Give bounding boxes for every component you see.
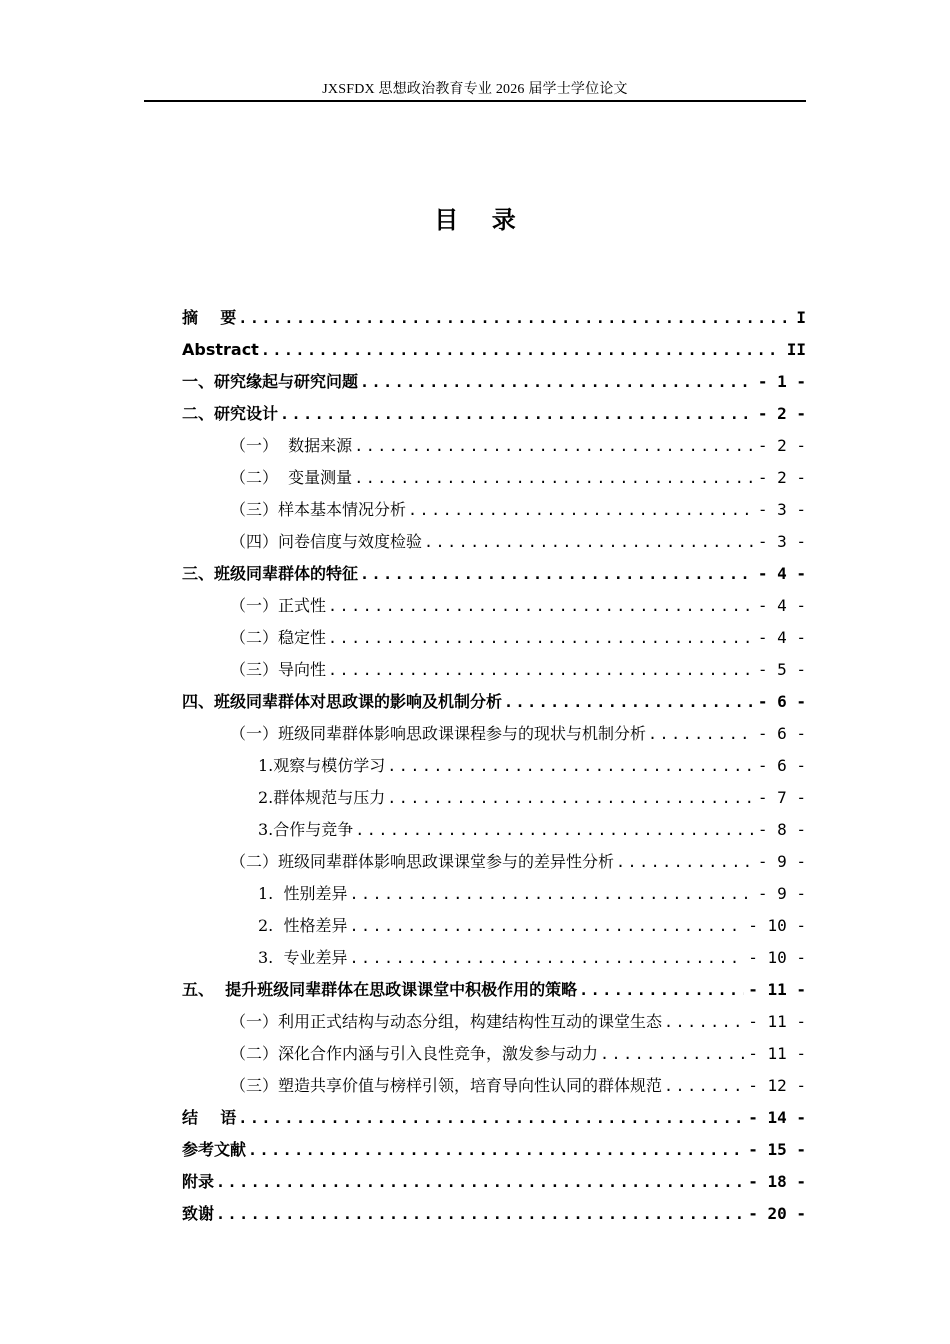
toc-entry[interactable] (182, 622, 806, 654)
toc-entry[interactable] (182, 526, 806, 558)
toc-entry-page-number: - 6 - (757, 724, 806, 743)
toc-dot-leader (354, 462, 754, 494)
toc-entry[interactable] (182, 1198, 806, 1230)
toc-entry[interactable] (182, 1102, 806, 1134)
running-header: JXSFDX 思想政治教育专业 2026 届学士学位论文 (322, 82, 628, 97)
toc-entry-page-number: - 1 - (757, 372, 806, 391)
toc-entry[interactable] (182, 910, 806, 942)
toc-entry[interactable] (182, 686, 806, 718)
toc-entry-label: 二、研究设计 (182, 404, 279, 423)
toc-entry-page-number: - 5 - (757, 660, 806, 679)
toc-dot-leader (349, 942, 744, 974)
toc-entry-page-number: - 14 - (748, 1108, 806, 1127)
toc-entry-page-number: - 3 - (757, 532, 806, 551)
toc-entry[interactable] (182, 398, 806, 430)
header-rule (144, 100, 806, 102)
toc-dot-leader (360, 366, 754, 398)
toc-dot-leader (248, 1134, 744, 1166)
toc-entry-label: （四）问卷信度与效度检验 (230, 532, 423, 551)
toc-entry-page-number: - 12 - (748, 1076, 806, 1095)
toc-dot-leader (664, 1006, 744, 1038)
toc-entry[interactable] (182, 814, 806, 846)
toc-dot-leader (349, 910, 744, 942)
toc-entry-page-number: - 8 - (757, 820, 806, 839)
toc-entry[interactable] (182, 942, 806, 974)
toc-entry[interactable] (182, 1070, 806, 1102)
toc-dot-leader (648, 718, 754, 750)
toc-entry-label: （二）稳定性 (230, 628, 327, 647)
toc-entry[interactable] (182, 302, 806, 334)
toc-entry-label: （二）深化合作内涵与引入良性竞争，激发参与动力 (230, 1044, 599, 1063)
toc-entry[interactable] (182, 558, 806, 590)
toc-entry[interactable] (182, 590, 806, 622)
toc-entry-label: 2.群体规范与压力 (258, 788, 386, 807)
toc-entry-label: Abstract (182, 340, 259, 359)
toc-entry-page-number: - 4 - (757, 564, 806, 583)
toc-dot-leader (579, 974, 744, 1006)
toc-entry-page-number: - 6 - (757, 692, 806, 711)
toc-dot-leader (238, 1102, 744, 1134)
toc-entry-label: （三）导向性 (230, 660, 327, 679)
toc-entry-page-number: - 10 - (748, 948, 806, 967)
toc-entry-label: 结 语 (182, 1108, 237, 1127)
toc-dot-leader (664, 1070, 744, 1102)
toc-entry-label: 四、班级同辈群体对思政课的影响及机制分析 (182, 692, 503, 711)
toc-entry-label: 三、班级同辈群体的特征 (182, 564, 359, 583)
toc-dot-leader (328, 654, 754, 686)
toc-entry[interactable] (182, 1006, 806, 1038)
toc-entry[interactable] (182, 718, 806, 750)
toc-entry-page-number: - 2 - (757, 468, 806, 487)
toc-entry-label: 附录 (182, 1172, 215, 1191)
toc-entry-page-number: - 11 - (748, 1044, 806, 1063)
toc-entry-page-number: - 2 - (757, 404, 806, 423)
toc-entry-label: 3.合作与竞争 (258, 820, 354, 839)
toc-entry-label: 2. 性格差异 (258, 916, 348, 935)
toc-entry[interactable] (182, 654, 806, 686)
toc-entry-page-number: - 20 - (748, 1204, 806, 1223)
toc-entry[interactable] (182, 878, 806, 910)
toc-dot-leader (328, 590, 754, 622)
toc-entry[interactable] (182, 974, 806, 1006)
toc-entry-page-number: - 6 - (757, 756, 806, 775)
toc-entry-label: （一）班级同辈群体影响思政课课程参与的现状与机制分析 (230, 724, 647, 743)
toc-dot-leader (355, 814, 754, 846)
toc-entry-page-number: - 10 - (748, 916, 806, 935)
page-title: 目 录 (434, 206, 516, 234)
toc-dot-leader (216, 1166, 744, 1198)
toc-entry-page-number: - 2 - (757, 436, 806, 455)
toc-entry[interactable] (182, 1038, 806, 1070)
toc-dot-leader (504, 686, 754, 718)
toc-entry-label: 致谢 (182, 1204, 215, 1223)
toc-dot-leader (387, 782, 754, 814)
toc-entry[interactable] (182, 1134, 806, 1166)
toc-entry-page-number: - 11 - (748, 980, 806, 999)
toc-entry-page-number: - 11 - (748, 1012, 806, 1031)
toc-dot-leader (216, 1198, 744, 1230)
toc-entry-label: 1.观察与模仿学习 (258, 756, 386, 775)
toc-entry-page-number: - 15 - (748, 1140, 806, 1159)
toc-entry[interactable] (182, 750, 806, 782)
toc-entry-label: 3. 专业差异 (258, 948, 348, 967)
toc-entry[interactable] (182, 782, 806, 814)
toc-entry-page-number: - 3 - (757, 500, 806, 519)
toc-entry-label: 1. 性别差异 (258, 884, 348, 903)
toc-entry-label: （一）利用正式结构与动态分组，构建结构性互动的课堂生态 (230, 1012, 663, 1031)
toc-dot-leader (354, 430, 754, 462)
toc-entry[interactable] (182, 846, 806, 878)
toc-dot-leader (328, 622, 754, 654)
toc-entry-label: （一）正式性 (230, 596, 327, 615)
toc-dot-leader (408, 494, 754, 526)
toc-dot-leader (261, 334, 783, 366)
toc-entry[interactable] (182, 334, 806, 366)
toc-entry-label: 五、 提升班级同辈群体在思政课课堂中积极作用的策略 (182, 980, 578, 999)
toc-entry-label: （三）样本基本情况分析 (230, 500, 407, 519)
toc-entry-page-number: - 18 - (748, 1172, 806, 1191)
toc-entry-page-number: - 9 - (757, 852, 806, 871)
toc-dot-leader (387, 750, 754, 782)
table-of-contents (182, 302, 806, 1230)
toc-entry-label: （一） 数据来源 (230, 436, 353, 455)
toc-dot-leader (280, 398, 754, 430)
toc-entry-page-number: - 7 - (757, 788, 806, 807)
toc-entry-page-number: - 4 - (757, 596, 806, 615)
toc-entry-label: （二） 变量测量 (230, 468, 353, 487)
toc-dot-leader (349, 878, 753, 910)
toc-entry[interactable] (182, 430, 806, 462)
toc-entry[interactable] (182, 366, 806, 398)
toc-entry-label: 一、研究缘起与研究问题 (182, 372, 359, 391)
toc-entry[interactable] (182, 494, 806, 526)
toc-dot-leader (600, 1038, 744, 1070)
toc-entry-label: 摘 要 (182, 308, 237, 327)
toc-entry-page-number: II (786, 340, 806, 359)
toc-dot-leader (616, 846, 754, 878)
toc-entry-label: （二）班级同辈群体影响思政课课堂参与的差异性分析 (230, 852, 615, 871)
toc-dot-leader (360, 558, 754, 590)
toc-entry[interactable] (182, 1166, 806, 1198)
toc-dot-leader (424, 526, 754, 558)
toc-entry-page-number: - 4 - (757, 628, 806, 647)
toc-entry-label: 参考文献 (182, 1140, 247, 1159)
toc-entry-page-number: - 9 - (757, 884, 806, 903)
toc-entry-page-number: I (796, 308, 806, 327)
toc-entry[interactable] (182, 462, 806, 494)
toc-dot-leader (238, 302, 792, 334)
toc-entry-label: （三）塑造共享价值与榜样引领，培育导向性认同的群体规范 (230, 1076, 663, 1095)
